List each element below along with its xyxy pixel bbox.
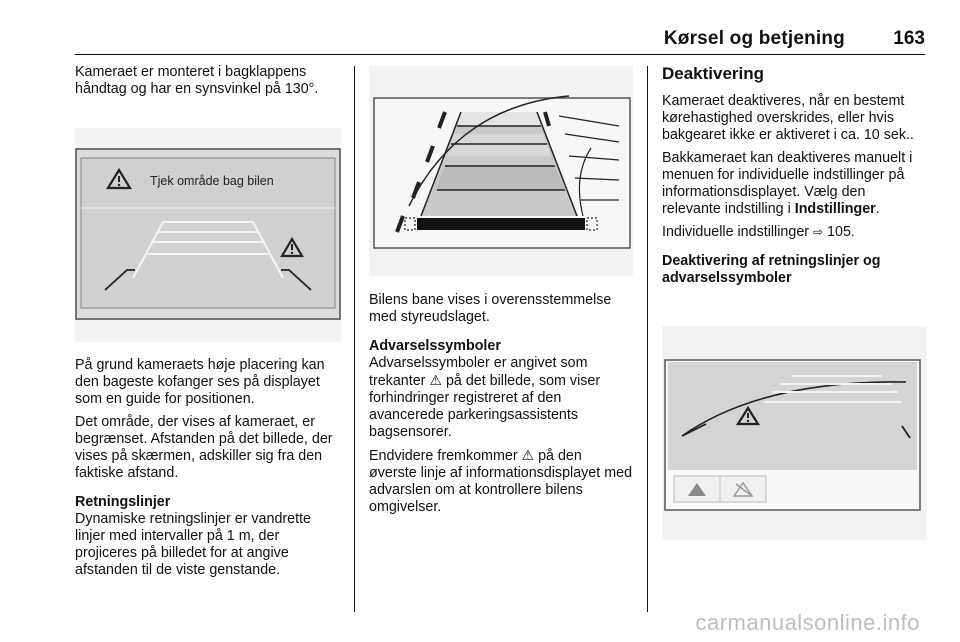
trajectory-figure: [369, 66, 633, 276]
watermark: carmanualsonline.info: [695, 610, 920, 635]
column-2: [369, 292, 633, 522]
warning-triangle-icon: ⚠: [429, 372, 442, 388]
paragraph-trajectory: Bilens bane vises i overensstemmelse med styreudslaget.: [369, 292, 612, 325]
heading-warning-symbols: Advarselssymboler: [369, 338, 501, 354]
intro-paragraph: Kameraet er monteret i bagklappens håndtag og har en synsvinkel på 130°.: [75, 64, 319, 97]
paragraph-deactivation: Kameraet deaktiveres, når en bestemt kørehastighed overskrides, eller hvis bakgearet ikke er aktiveret i ca. 10 sek..: [662, 93, 914, 143]
heading-guidelines: Retningslinjer: [75, 494, 171, 510]
paragraph-guidelines: Dynamiske retningslinjer er vandrette linjer med intervaller på 1 m, der projiceres på billedet for at angive afstanden til de viste genstande.: [75, 511, 312, 578]
page-number: 163: [893, 28, 925, 49]
settings-display-figure: [662, 326, 927, 540]
warning-triangle-icon: ⚠: [521, 447, 535, 463]
column-divider: [647, 66, 648, 612]
heading-deactivation: Deaktivering: [662, 64, 765, 83]
paragraph-bumper: På grund kameraets høje placering kan den bageste kofanger ses på displayet som en guide for positionen.: [75, 357, 325, 407]
figure-warning-text: Tjek område bag bilen: [150, 174, 274, 188]
paragraph-info-display: Endvidere fremkommer ⚠ på den øverste linje af informationsdisplayet med advarslen om at kontrollere bilens omgivelser.: [369, 447, 633, 515]
page-header: [75, 24, 925, 55]
section-title: Kørsel og betjening: [663, 28, 845, 49]
camera-display-figure: [75, 128, 341, 342]
column-1: [75, 64, 341, 104]
column-1-lower: [75, 357, 341, 585]
reference-arrow-icon: ⇨: [813, 225, 824, 239]
paragraph-warning-symbols: Advarselssymboler er angivet som trekanter ⚠ på det billede, som viser forhindringer registreret af den avancerede parkeringsassistents bagsensorer.: [369, 355, 601, 440]
heading-deactivate-guidelines: Deaktivering af retningslinjer og advarselssymboler: [662, 253, 881, 286]
paragraph-manual-deactivation: Bakkameraet kan deaktiveres manuelt i menuen for individuelle indstillinger på informationsdisplayet. Vælg den relevante indstilling i Indstillinger.: [662, 150, 913, 217]
paragraph-individual-settings: Individuelle indstillinger ⇨ 105.: [662, 224, 855, 240]
paragraph-area: Det område, der vises af kameraet, er begrænset. Afstanden på det billede, der vises på skærmen, adskiller sig fra den faktiske afstand.: [75, 414, 333, 481]
column-3: [662, 64, 927, 287]
column-divider: [354, 66, 355, 612]
